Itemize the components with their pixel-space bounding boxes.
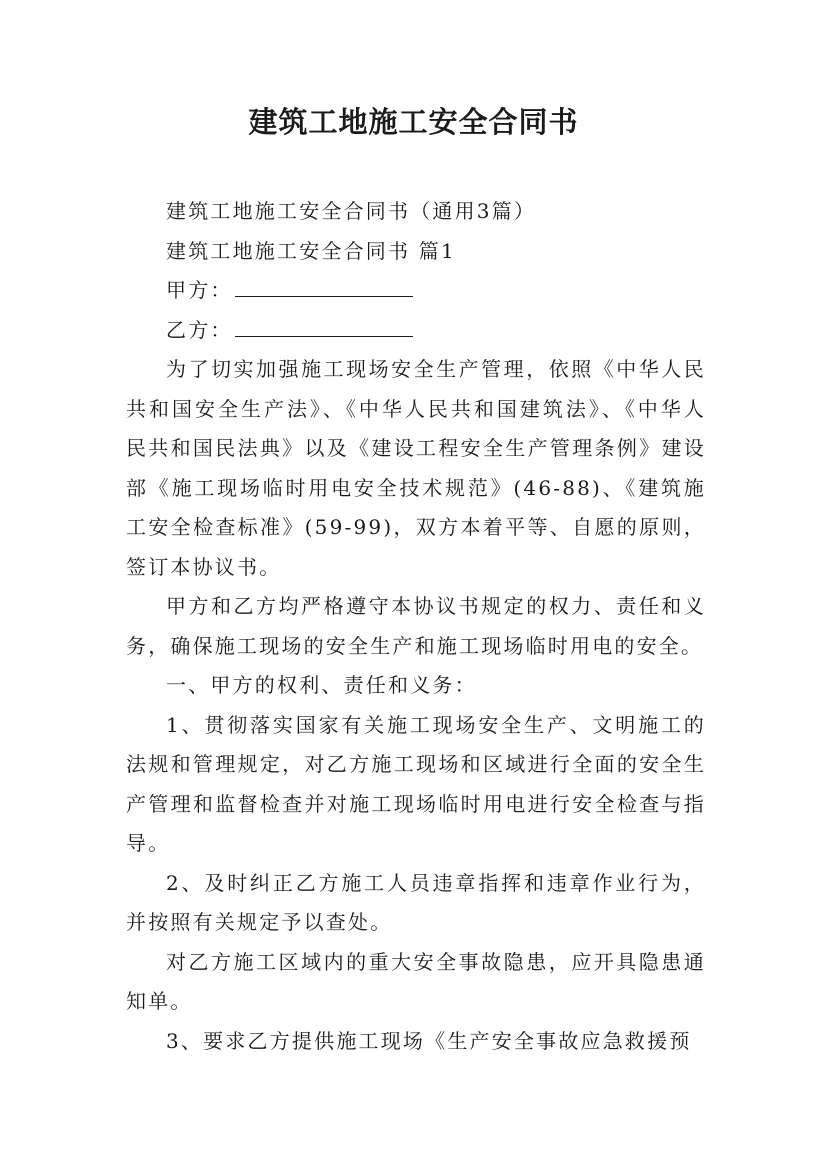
heading-party-a-rights: 一、甲方的权利、责任和义务： [166, 673, 477, 697]
party-b-line [126, 311, 706, 351]
section-heading: 建筑工地施工安全合同书 篇1 [166, 238, 456, 263]
document-subtitle: 建筑工地施工安全合同书（通用3篇） [166, 199, 537, 223]
party-a-label: 甲方： [166, 278, 233, 302]
paragraph-obligations: 甲方和乙方均严格遵守本协议书规定的权力、责任和义务，确保施工现场的安全生产和施工现场临时用电的安全。 [126, 594, 706, 658]
party-b-blank [235, 314, 413, 337]
party-a-blank [235, 274, 413, 297]
party-a-line [126, 271, 706, 311]
clause-3: 3、要求乙方提供施工现场《生产安全事故应急救援预 [166, 1028, 692, 1053]
party-b-label: 乙方： [166, 317, 233, 342]
paragraph-legal-basis: 为了切实加强施工现场安全生产管理，依照《中华人民共和国安全生产法》、《中华人民共和国建筑法》、《中华人民共和国民法典》以及《建设工程安全生产管理条例》建设部《施工现场临时用电安全技术规范》(46-88)、《建筑施工安全检查标准》(59-99)，双方本着平等、自愿的原则，签订本协议书。 [126, 357, 706, 579]
clause-1: 1、贯彻落实国家有关施工现场安全生产、文明施工的法规和管理规定，对乙方施工现场和区域进行全面的安全生产管理和监督检查并对施工现场临时用电进行安全检查与指导。 [126, 712, 706, 855]
paragraph-hazard-notice: 对乙方施工区域内的重大安全事故隐患，应开具隐患通知单。 [126, 949, 706, 1013]
document-body [126, 192, 706, 1061]
document-title: 建筑工地施工安全合同书 [248, 105, 579, 139]
clause-2: 2、及时纠正乙方施工人员违章指挥和违章作业行为，并按照有关规定予以查处。 [126, 870, 706, 934]
